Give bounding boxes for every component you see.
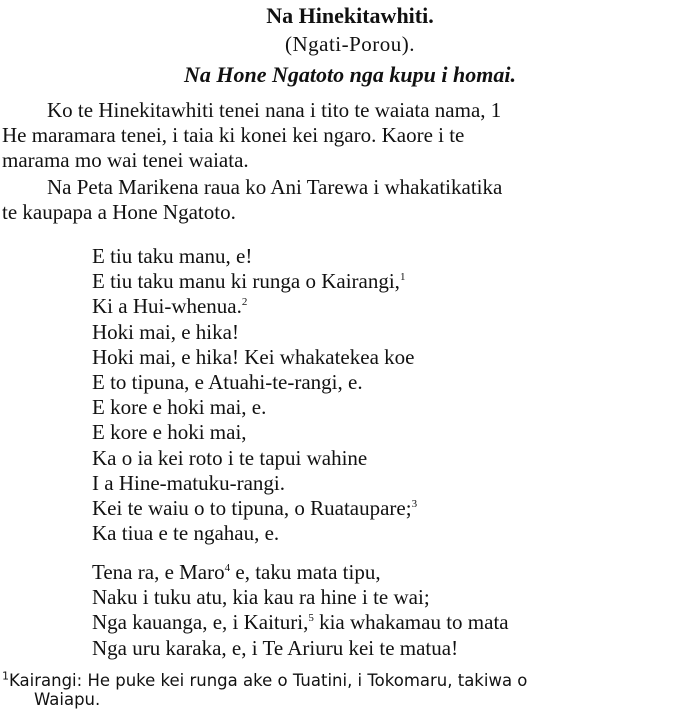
intro-line: te kaupapa a Hone Ngatoto. [2,200,236,224]
footnote-line: Waiapu. [34,690,101,709]
footnote [2,671,698,709]
intro-line: Ko te Hinekitawhiti tenei nana i tito te waiata nama, 1 [47,98,502,122]
tribe-subtitle: (Ngati-Porou). [284,32,416,56]
verse-line: Hoki mai, e hika! Kei whakatekea koe [92,344,415,369]
verse-line: Naku i tuku atu, kia kau ra hine i te wai; [92,585,430,610]
footnote-marker: 3 [411,497,418,510]
verse-line: E kore e hoki mai, [92,420,247,445]
intro-line: He maramara tenei, i taia ki konei kei ngaro. Kaore i te [2,123,465,147]
footnote-marker: 1 [399,271,406,284]
verse-line: E to tipuna, e Atuahi-te-rangi, e. [92,369,363,394]
intro-line: marama mo wai tenei waiata. [2,148,249,172]
verse-line: E kore e hoki mai, e. [92,395,267,420]
verse-stanza-2 [92,560,692,661]
verse-line: Ki a Hui-whenua.$^2$ [92,294,248,319]
footnote-line: $^1$Kairangi: He puke kei runga ake o Tuatini, i Tokomaru, takiwa o [2,669,528,690]
song-title: Na Hinekitawhiti. [266,3,434,28]
intro-paragraph-2 [2,175,698,225]
footnote-marker: 1 [2,669,9,683]
intro-paragraph-1 [2,98,698,173]
footnote-marker: 4 [224,562,231,574]
verse-line: E tiu taku manu, e! [92,244,253,268]
verse-line: Kei te waiu o to tipuna, o Ruataupare;$^3$ [92,495,418,520]
verse-line: I a Hine-matuku-rangi. [92,470,286,495]
intro-line: Na Peta Marikena raua ko Ani Tarewa i whakatikatika [47,175,503,199]
verse-stanza-1 [92,244,692,546]
verse-line: Nga uru karaka, e, i Te Ariuru kei te matua! [92,635,459,660]
verse-line: Ka tiua e te ngahau, e. [92,521,280,546]
contributor-line: Na Hone Ngatoto nga kupu i homai. [184,62,516,87]
verse-line: Hoki mai, e hika! [92,319,239,344]
verse-line: Ka o ia kei roto i te tapui wahine [92,445,368,470]
footnote-marker: 5 [308,612,314,625]
verse-line: Tena ra, e Maro$^4$ e, taku mata tipu, [92,560,381,584]
verse-line: Nga kauanga, e, i Kaituri,$^5$ kia whakamau to mata [92,610,509,635]
verse-line: E tiu taku manu ki runga o Kairangi,$^1$ [92,269,406,294]
footnote-marker: 2 [241,296,248,309]
